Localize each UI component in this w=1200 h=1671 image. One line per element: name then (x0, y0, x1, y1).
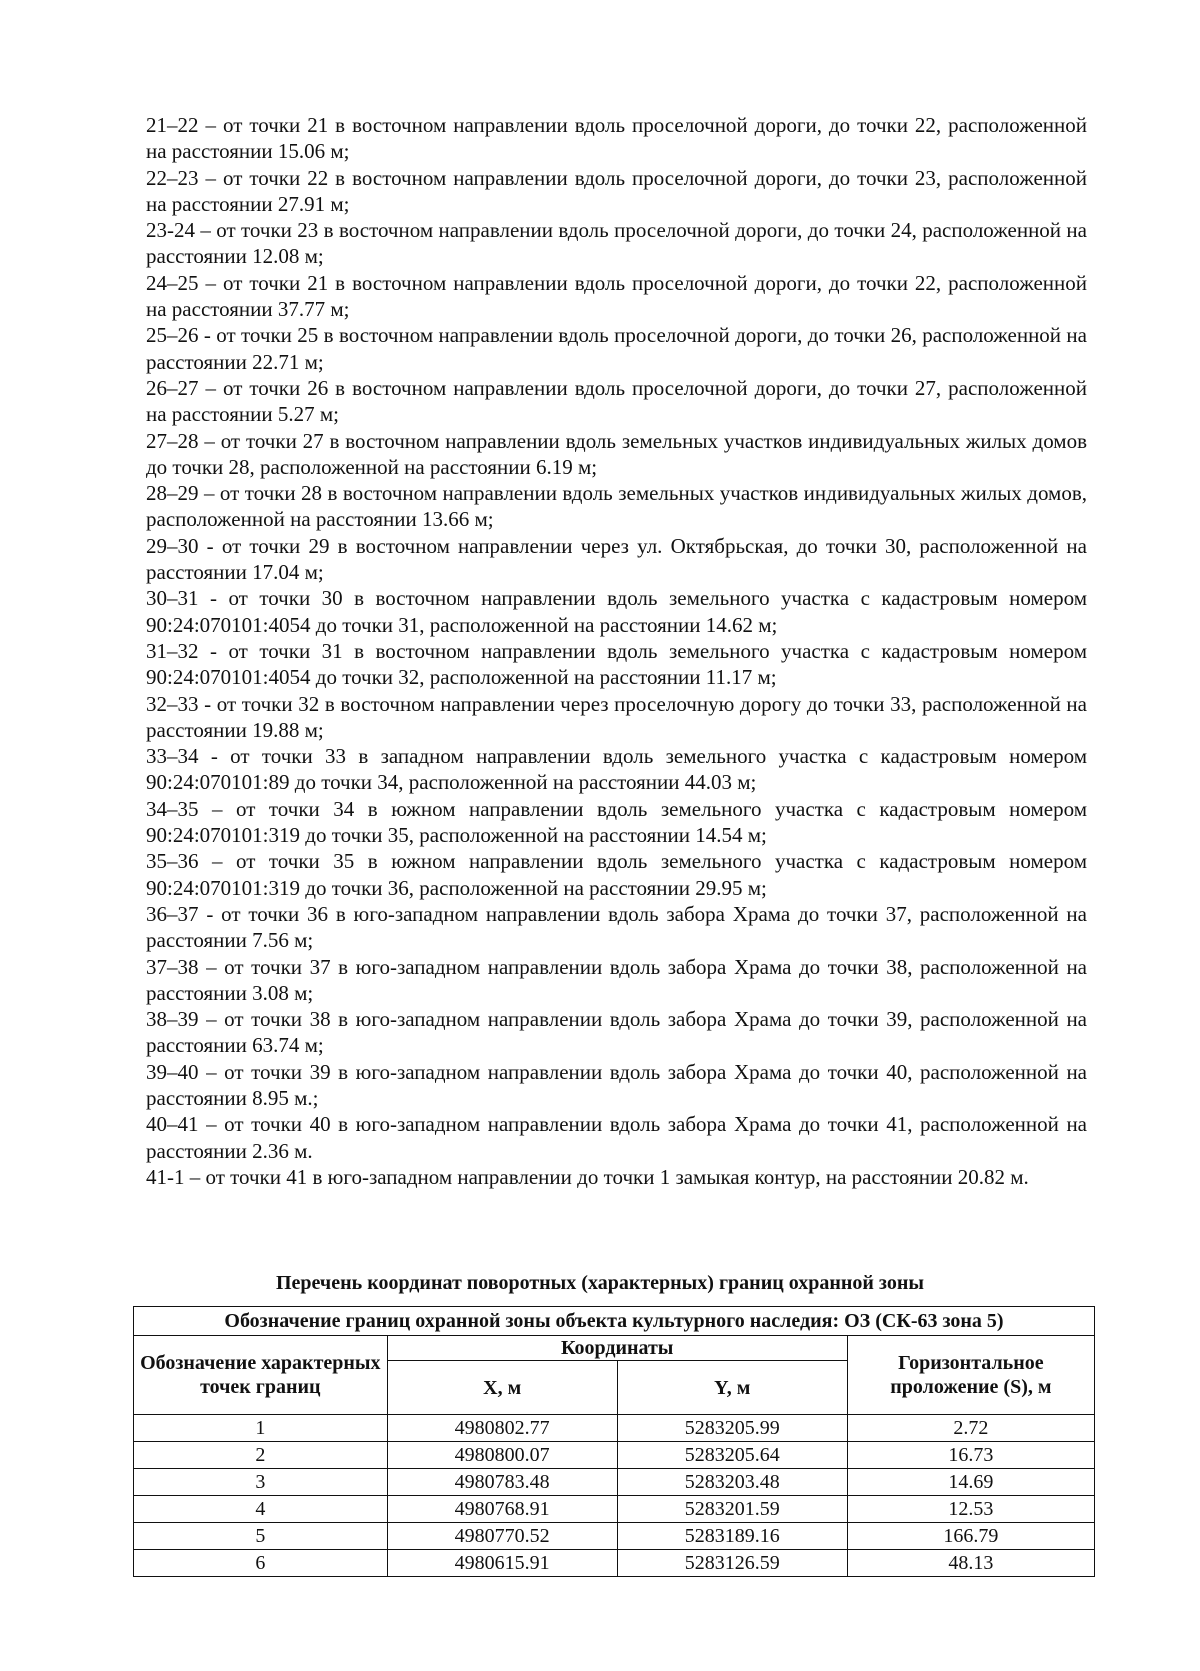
paragraph: 40–41 – от точки 40 в юго-западном направлении вдоль забора Храма до точки 41, расположенной на расстоянии 2.36 м. (146, 1112, 1087, 1163)
cell-x: 4980802.77 (387, 1415, 617, 1442)
paragraph: 41-1 – от точки 41 в юго-западном направлении до точки 1 замыкая контур, на расстоянии 20.82 м. (146, 1164, 1029, 1189)
paragraph: 29–30 - от точки 29 в восточном направлении через ул. Октябрьская, до точки 30, расположенной на расстоянии 17.04 м; (146, 533, 1087, 585)
paragraph: 21–22 – от точки 21 в восточном направлении вдоль проселочной дороги, до точки 22, расположенной на расстоянии 15.06 м; (146, 113, 1087, 164)
cell-point: 2 (134, 1442, 388, 1469)
cell-point: 4 (134, 1496, 388, 1523)
paragraph: 34–35 – от точки 34 в южном направлении вдоль земельного участка с кадастровым номером 90:24:070101:319 до точки 35, расположенной на расстоянии 14.54 м; (146, 796, 1087, 848)
paragraph: 32–33 - от точки 32 в восточном направлении через проселочную дорогу до точки 33, расположенной на расстоянии 19.88 м; (146, 691, 1087, 742)
table-row (134, 1469, 1095, 1496)
header-coordinates: Координаты (387, 1336, 847, 1361)
paragraph: 33–34 - от точки 33 в западном направлении вдоль земельного участка с кадастровым номером 90:24:070101:89 до точки 34, расположенной на расстоянии 44.03 м; (146, 744, 1087, 795)
cell-distance: 2.72 (847, 1415, 1094, 1442)
cell-distance: 16.73 (847, 1442, 1094, 1469)
paragraph: 37–38 – от точки 37 в юго-западном направлении вдоль забора Храма до точки 38, расположенной на расстоянии 3.08 м; (146, 954, 1087, 1005)
cell-distance: 14.69 (847, 1469, 1094, 1496)
cell-distance: 12.53 (847, 1496, 1094, 1523)
table-header-row (134, 1336, 1095, 1361)
paragraph: 38–39 – от точки 38 в юго-западном направлении вдоль забора Храма до точки 39, расположенной на расстоянии 63.74 м; (146, 1007, 1087, 1058)
cell-y: 5283205.64 (617, 1442, 847, 1469)
cell-point: 1 (134, 1415, 388, 1442)
table-row (134, 1442, 1095, 1469)
cell-point: 5 (134, 1523, 388, 1550)
paragraph: 39–40 – от точки 39 в юго-западном направлении вдоль забора Храма до точки 40, расположенной на расстоянии 8.95 м.; (146, 1059, 1087, 1110)
table-title: Перечень координат поворотных (характерных) границ охранной зоны (276, 1272, 924, 1294)
paragraph: 27–28 – от точки 27 в восточном направлении вдоль земельных участков индивидуальных жилых домов до точки 28, расположенной на расстоянии 6.19 м; (146, 428, 1087, 479)
table-row (134, 1523, 1095, 1550)
paragraph: 30–31 - от точки 30 в восточном направлении вдоль земельного участка с кадастровым номером 90:24:070101:4054 до точки 31, расположенной на расстоянии 14.62 м; (146, 586, 1087, 637)
cell-x: 4980800.07 (387, 1442, 617, 1469)
table-row (134, 1415, 1095, 1442)
table-caption-row (134, 1307, 1095, 1336)
boundary-description (146, 112, 1087, 1190)
header-point: Обозначение характерных точек границ (134, 1336, 388, 1415)
cell-y: 5283189.16 (617, 1523, 847, 1550)
cell-y: 5283126.59 (617, 1550, 847, 1577)
header-x: X, м (387, 1361, 617, 1415)
cell-point: 6 (134, 1550, 388, 1577)
paragraph: 23-24 – от точки 23 в восточном направлении вдоль проселочной дороги, до точки 24, расположенной на расстоянии 12.08 м; (146, 218, 1087, 269)
header-y: Y, м (617, 1361, 847, 1415)
paragraph: 24–25 – от точки 21 в восточном направлении вдоль проселочной дороги, до точки 22, расположенной на расстоянии 37.77 м; (146, 270, 1087, 322)
paragraph: 22–23 – от точки 22 в восточном направлении вдоль проселочной дороги, до точки 23, расположенной на расстоянии 27.91 м; (146, 165, 1087, 216)
cell-y: 5283201.59 (617, 1496, 847, 1523)
paragraph: 25–26 - от точки 25 в восточном направлении вдоль проселочной дороги, до точки 26, расположенной на расстоянии 22.71 м; (146, 323, 1087, 374)
header-distance: Горизонтальное проложение (S), м (847, 1336, 1094, 1415)
paragraph: 36–37 - от точки 36 в юго-западном направлении вдоль забора Храма до точки 37, расположенной на расстоянии 7.56 м; (146, 901, 1087, 953)
cell-x: 4980770.52 (387, 1523, 617, 1550)
cell-x: 4980768.91 (387, 1496, 617, 1523)
cell-x: 4980783.48 (387, 1469, 617, 1496)
cell-y: 5283205.99 (617, 1415, 847, 1442)
cell-point: 3 (134, 1469, 388, 1496)
paragraph: 31–32 - от точки 31 в восточном направлении вдоль земельного участка с кадастровым номером 90:24:070101:4054 до точки 32, расположенной на расстоянии 11.17 м; (146, 638, 1087, 690)
cell-distance: 166.79 (847, 1523, 1094, 1550)
coordinates-table (133, 1306, 1095, 1577)
paragraph: 28–29 – от точки 28 в восточном направлении вдоль земельных участков индивидуальных жилых домов, расположенной на расстоянии 13.66 м; (146, 481, 1087, 532)
paragraph: 35–36 – от точки 35 в южном направлении вдоль земельного участка с кадастровым номером 90:24:070101:319 до точки 36, расположенной на расстоянии 29.95 м; (146, 849, 1087, 900)
cell-y: 5283203.48 (617, 1469, 847, 1496)
table-caption: Обозначение границ охранной зоны объекта культурного наследия: ОЗ (СК-63 зона 5) (134, 1307, 1095, 1336)
table-row (134, 1496, 1095, 1523)
cell-distance: 48.13 (847, 1550, 1094, 1577)
cell-x: 4980615.91 (387, 1550, 617, 1577)
paragraph: 26–27 – от точки 26 в восточном направлении вдоль проселочной дороги, до точки 27, расположенной на расстоянии 5.27 м; (146, 375, 1087, 427)
table-row (134, 1550, 1095, 1577)
